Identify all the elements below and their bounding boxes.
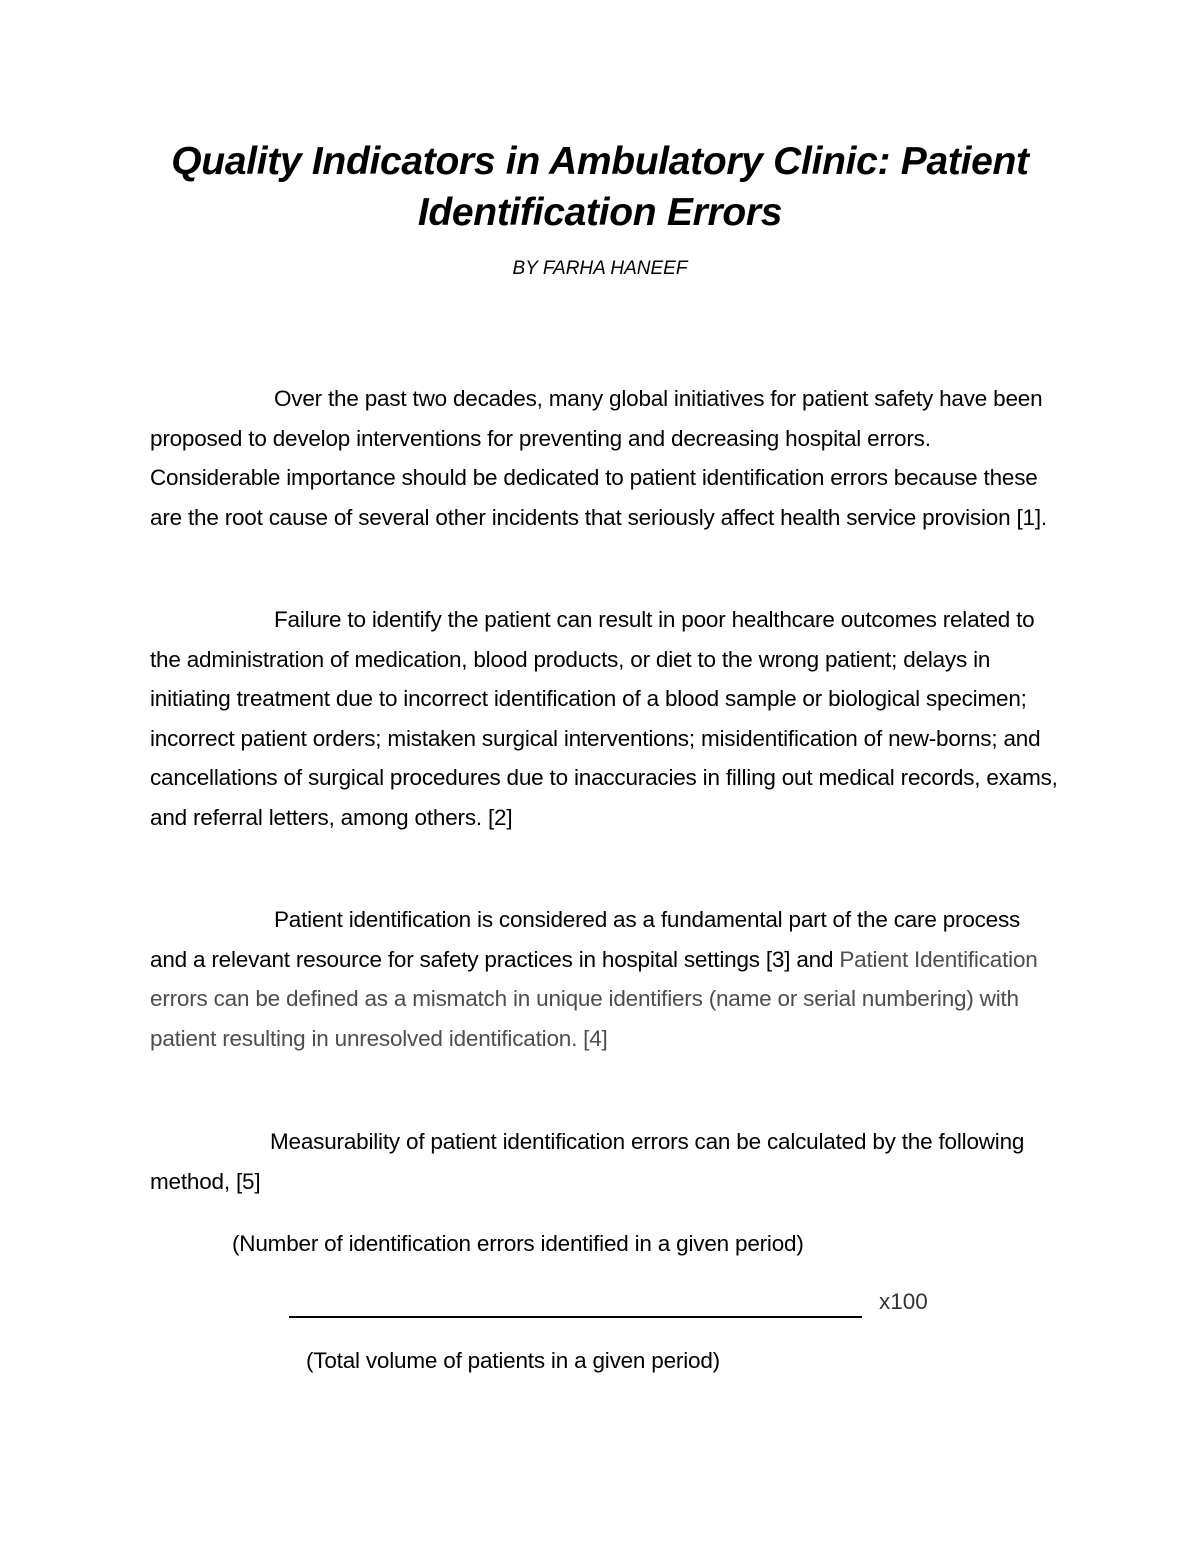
paragraph-definition (150, 900, 1060, 1058)
formula-numerator: (Number of identification errors identified in a given period) (232, 1231, 804, 1256)
paragraph-definition-text-1: Patient identification is considered as a fundamental part of the care process and a relevant resource for safety practices in hospital settings [3] and (150, 907, 1021, 972)
paragraph-definition-ref: [4] (577, 1025, 608, 1051)
author-byline: BY FARHA HANEEF (512, 258, 688, 279)
paragraph-measurability-text: Measurability of patient identification errors can be calculated by the following method, [5] (150, 1129, 1025, 1194)
formula-fraction-line (289, 1316, 862, 1318)
formula-denominator: (Total volume of patients in a given period) (306, 1348, 720, 1373)
formula-multiplier: x100 (879, 1289, 928, 1314)
paragraph-failure-text: Failure to identify the patient can result in poor healthcare outcomes related to the administration of medication, blood products, or diet to the wrong patient; delays in initiating treatment due to incorrect identification of a blood sample or biological specimen; incorrect patient orders; mistaken surgical interventions; misidentification of new-borns; and cancellations of surgical procedures due to inaccuracies in filling out medical records, exams, and referral letters, among others. [2] (150, 607, 1058, 830)
paragraph-intro-text: Over the past two decades, many global initiatives for patient safety have been proposed to develop interventions for preventing and decreasing hospital errors. Considerable importance should be dedicated to patient identification errors because these are the root cause of several other incidents that seriously affect health service provision [1]. (150, 386, 1047, 530)
document-title: Quality Indicators in Ambulatory Clinic: Patient Identification Errors (171, 140, 1029, 234)
paragraph-intro (150, 379, 1060, 537)
paragraph-definition-text-2: Patient Identification errors can be defined as a mismatch in unique identifiers (name or serial numbering) with patient resulting in unresolved identification. (150, 946, 1038, 1051)
paragraph-measurability (150, 1122, 1060, 1201)
paragraph-failure (150, 600, 1060, 837)
